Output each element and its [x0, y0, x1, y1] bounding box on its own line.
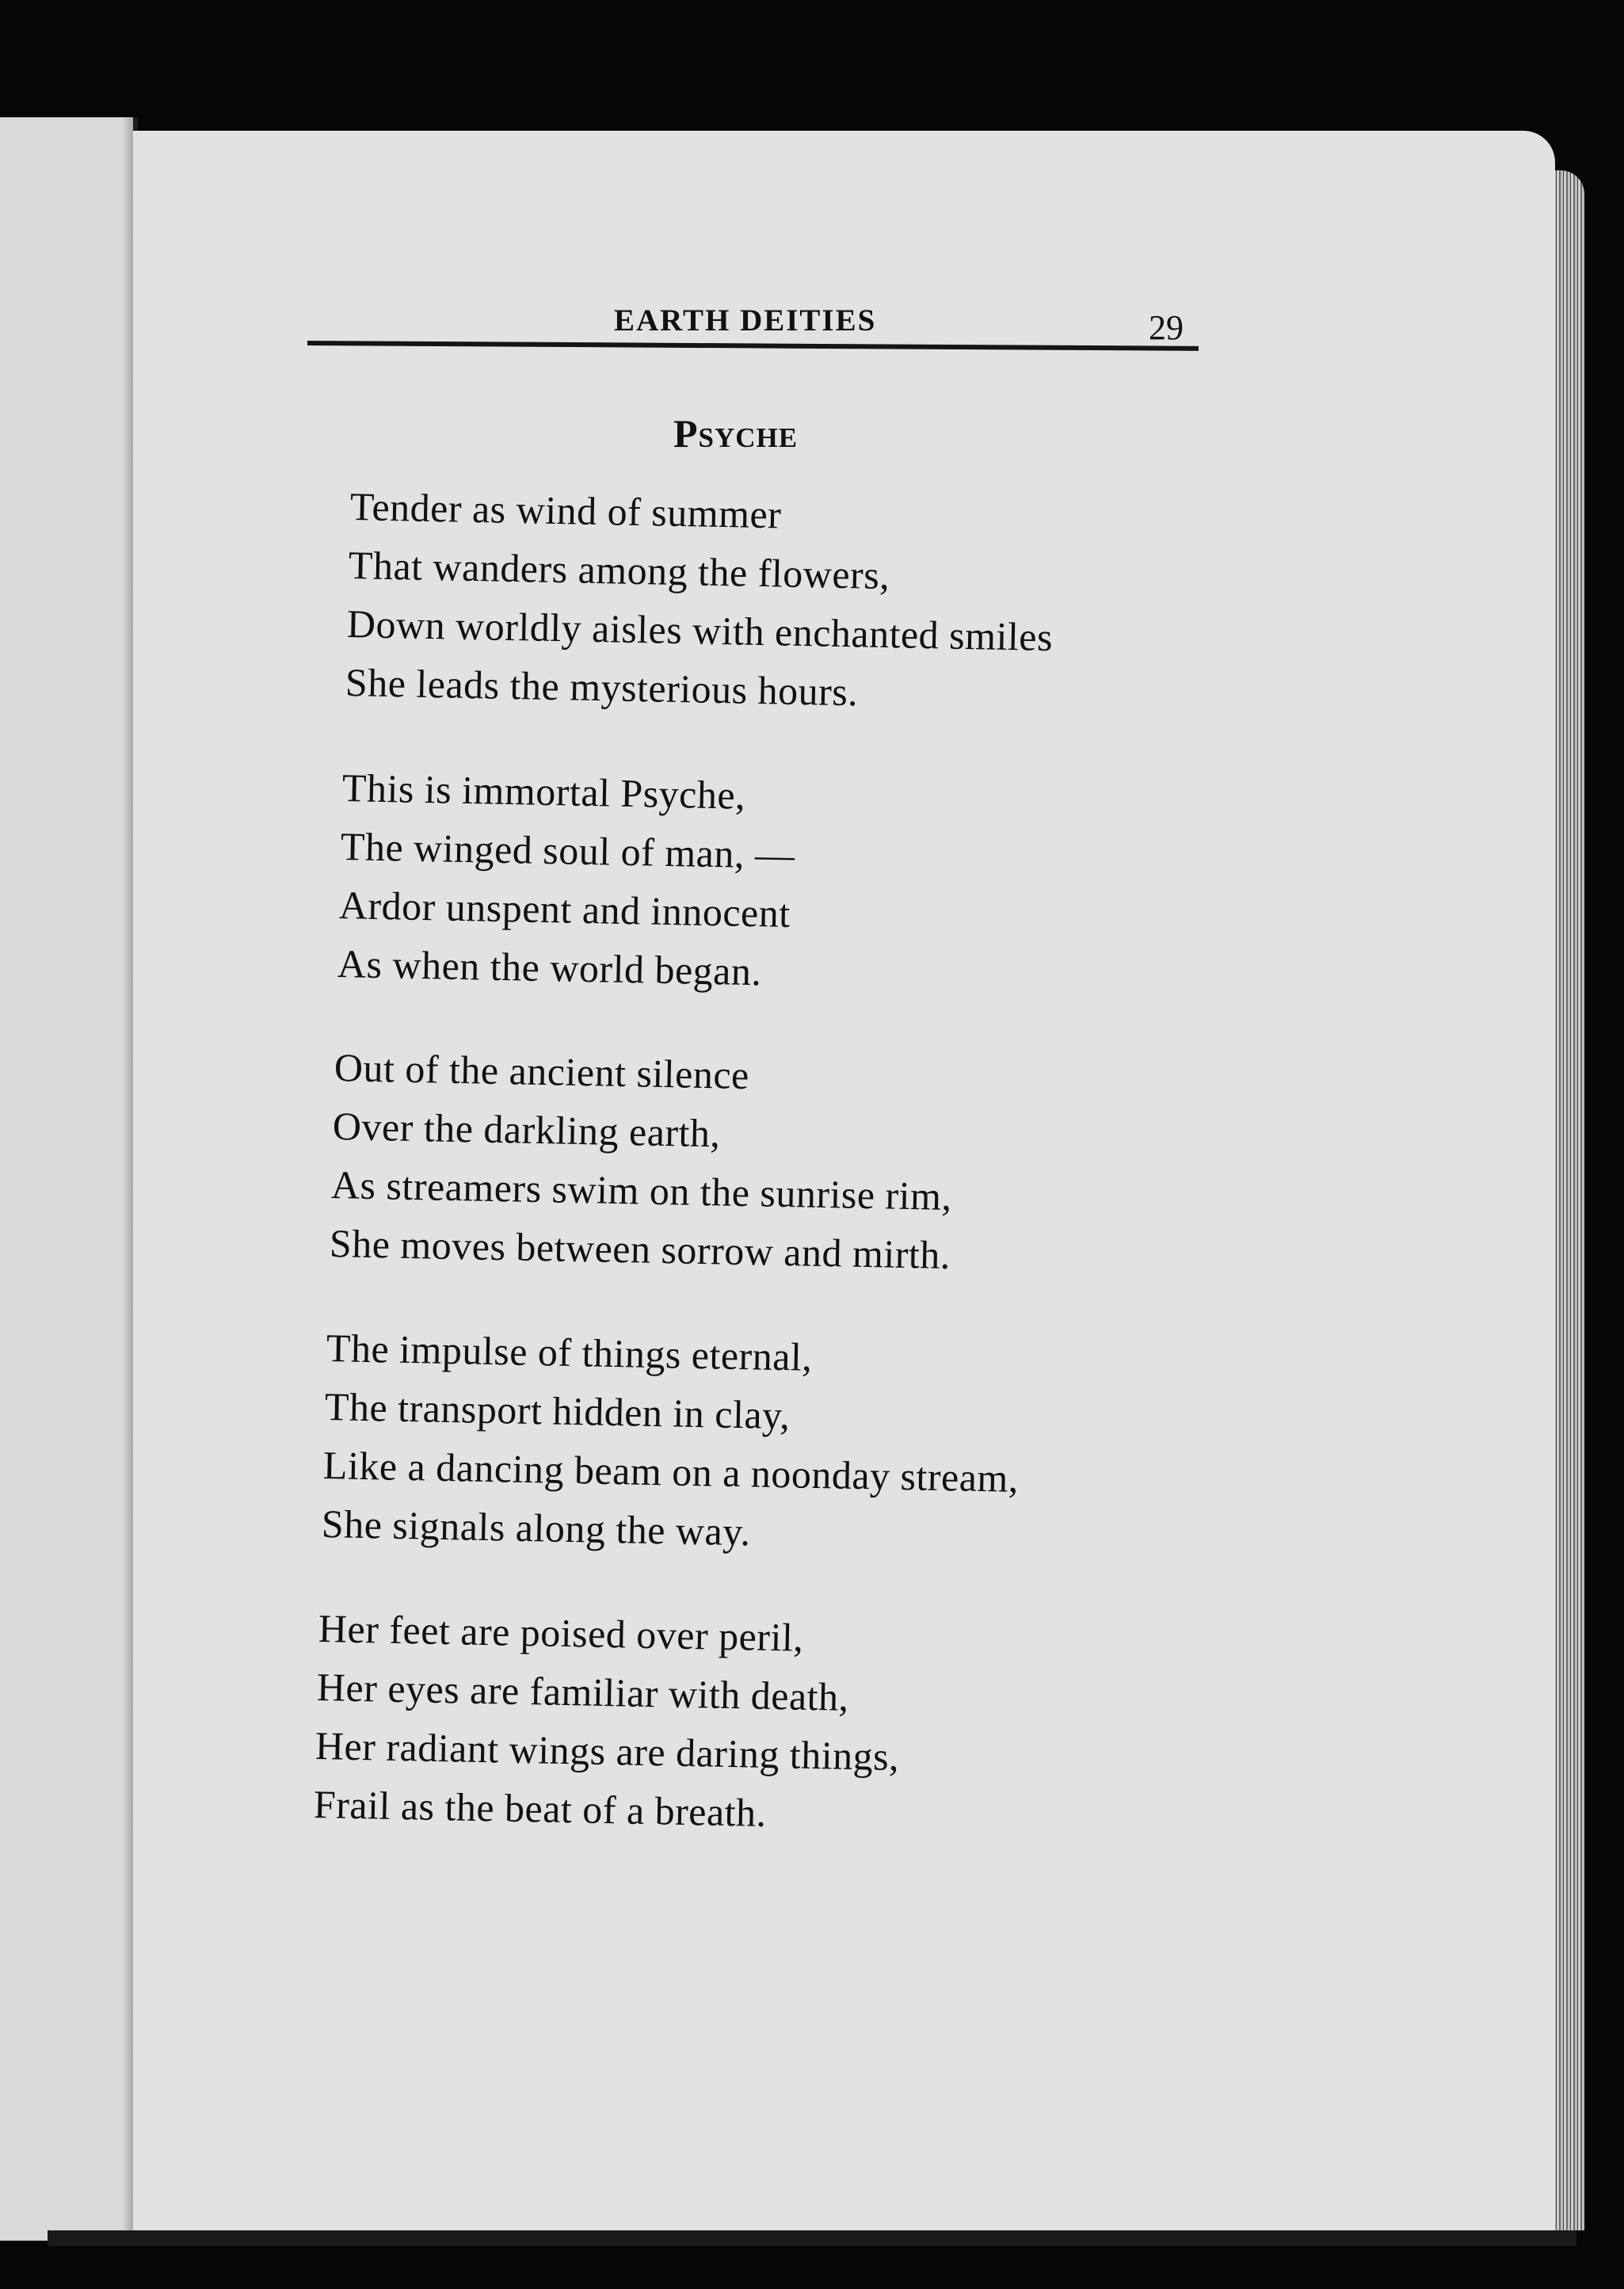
verse-line: She signals along the way.: [321, 1501, 752, 1555]
verse-line: The winged soul of man, —: [340, 824, 795, 878]
verse-line: As when the world began.: [337, 941, 762, 994]
verse-line: Her eyes are familiar with death,: [316, 1665, 850, 1719]
verse-line: The transport hidden in clay,: [324, 1384, 791, 1438]
poem-title: Psyche: [673, 411, 799, 456]
verse-line: Out of the ancient silence: [334, 1045, 750, 1098]
verse-line: Like a dancing beam on a noonday stream,: [322, 1443, 1020, 1501]
verse-line: She moves between sorrow and mirth.: [329, 1221, 951, 1278]
verse-line: Her feet are poised over peril,: [318, 1606, 804, 1660]
verse-line: Frail as the beat of a breath.: [313, 1782, 768, 1835]
verse-line: This is immortal Psyche,: [341, 765, 746, 818]
left-page-edge: [0, 117, 138, 2241]
verse-line: Down worldly aisles with enchanted smiles: [346, 601, 1054, 660]
verse-line: Her radiant wings are daring things,: [315, 1723, 900, 1780]
verse-line: That wanders among the flowers,: [348, 543, 890, 598]
spine-shadow: [122, 117, 133, 2241]
page-bottom-shadow: [48, 2230, 1576, 2246]
verse-line: Over the darkling earth,: [332, 1104, 722, 1156]
verse-line: Ardor unspent and innocent: [338, 883, 791, 936]
running-header: EARTH DEITIES: [614, 303, 877, 338]
verse-line: Tender as wind of summer: [349, 484, 782, 537]
page-number: 29: [1149, 308, 1184, 347]
verse-line: The impulse of things eternal,: [326, 1326, 813, 1379]
verse-line: As streamers swim on the sunrise rim,: [330, 1162, 953, 1219]
verse-line: She leads the mysterious hours.: [345, 660, 859, 715]
